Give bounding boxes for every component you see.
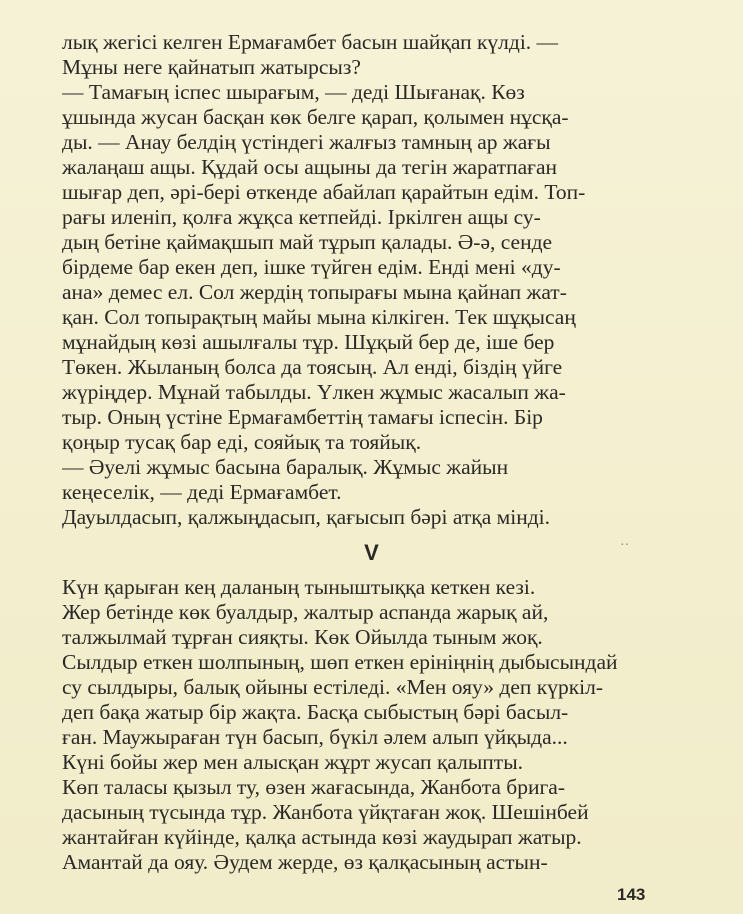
text-line: кеңеселік, — деді Ермағамбет.	[62, 480, 342, 504]
text-line: қан. Сол топырақтың майы мына кілкіген. Тек шұқысаң	[62, 305, 576, 329]
text-line: Дауылдасып, қалжыңдасып, қағысып бәрі атқа мінді.	[62, 505, 551, 529]
text-line: тыр. Оның үстіне Ермағамбеттің тамағы іспесін. Бір	[62, 405, 543, 429]
text-line: мұнайдың көзі ашылғалы тұр. Шұқый бер де, іше бер	[62, 330, 555, 354]
text-line: ұшында жусан басқан көк белге қарап, қолымен нұсқа-	[62, 105, 569, 129]
text-line: Сылдыр еткен шолпының, шөп еткен ерініңнің дыбысындай	[62, 650, 618, 674]
text-line: бірдеме бар екен деп, ішке түйген едім. Енді мені «ду-	[62, 255, 561, 279]
text-line: лық жегісі келген Ермағамбет басын шайқап күлді. —	[62, 30, 559, 54]
text-line: жалаңаш ащы. Құдай осы ащыны да тегін жаратпаған	[62, 155, 558, 179]
text-line: Күні бойы жер мен алысқан жұрт жусап қалыпты.	[62, 750, 524, 774]
text-line: шығар деп, әрі-бері өткенде абайлап қарайтын едім. Топ-	[62, 180, 586, 204]
text-line: қоңыр тусақ бар еді, сояйық та тояйық.	[62, 430, 422, 454]
text-line: Амантай да ояу. Әудем жерде, өз қалқасының астын-	[62, 850, 548, 874]
text-line: — Әуелі жұмыс басына баралық. Жұмыс жайын	[62, 455, 509, 479]
text-line: дың бетіне қаймақшып май тұрып қалады. Ә-ә, сенде	[62, 230, 553, 254]
text-line: жантайған күйінде, қалқа астында көзі жаудырап жатыр.	[62, 825, 582, 849]
text-line: Күн қарыған кең даланың тыныштыққа кеткен кезі.	[62, 575, 536, 599]
text-line: су сылдыры, балық ойыны естіледі. «Мен ояу» деп күркіл-	[62, 675, 604, 699]
text-line: деп бақа жатыр бір жақта. Басқа сыбыстың бәрі басыл-	[62, 700, 569, 724]
text-line: рағы иленіп, қолға жұқса кетпейді. Іркілген ащы су-	[62, 205, 541, 229]
text-line: ды. — Анау белдің үстіндегі жалғыз тамның ар жағы	[62, 130, 551, 154]
text-line: Мұны неге қайнатып жатырсыз?	[62, 55, 361, 79]
text-line: жүріңдер. Мұнай табылды. Үлкен жұмыс жасалып жа-	[62, 380, 566, 404]
text-line: дасының түсында тұр. Жанбота үйқтаған жоқ. Шешінбей	[62, 800, 589, 824]
page-number: 143	[617, 885, 646, 904]
chapter-heading: V	[364, 540, 379, 565]
text-line: ған. Маужыраған түн басып, бүкіл әлем алып үйқыда...	[62, 725, 568, 749]
text-line: талжылмай тұрған сияқты. Көк Ойылда тыным жоқ.	[62, 625, 543, 649]
printing-mark: ··	[620, 538, 630, 553]
text-line: ана» демес ел. Сол жердің топырағы мына қайнап жат-	[62, 280, 567, 304]
text-line: — Тамағың іспес шырағым, — деді Шығанақ. Көз	[62, 80, 525, 104]
text-line: Төкен. Жыланың болса да тоясың. Ал енді, біздің үйге	[62, 355, 563, 379]
text-line: Көп таласы қызыл ту, өзен жағасында, Жанбота брига-	[62, 775, 566, 799]
text-line: Жер бетінде көк буалдыр, жалтыр аспанда жарық ай,	[62, 600, 549, 624]
